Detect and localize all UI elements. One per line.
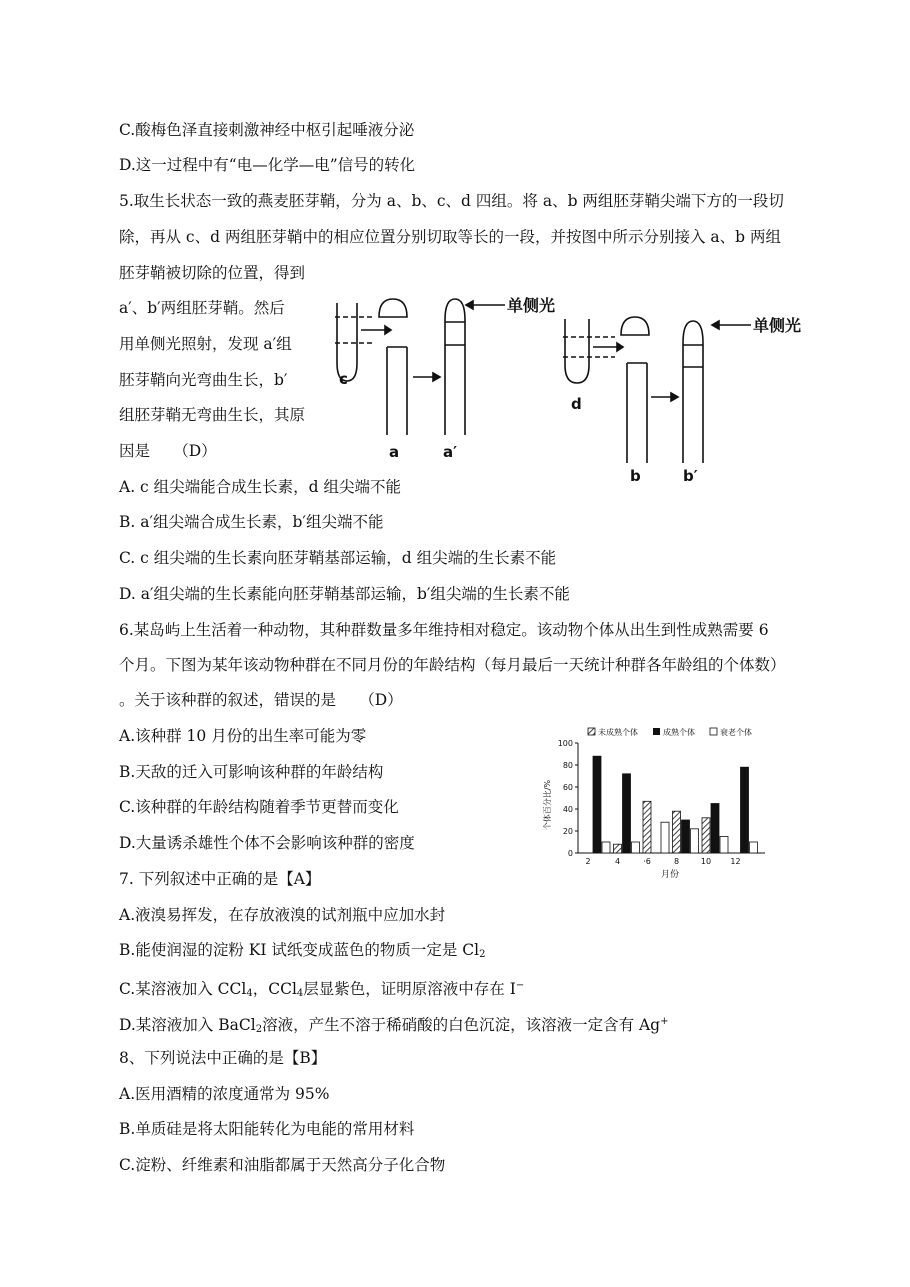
bar-mature-month-8 <box>682 820 690 853</box>
light-label-right: 单侧光 <box>753 316 802 335</box>
q6-option-b: B.天敌的迁入可影响该种群的年龄结构 <box>119 763 384 781</box>
bar-mature-month-12 <box>741 767 749 853</box>
bar-mature-month-10 <box>711 804 719 854</box>
label-b: b <box>630 467 641 485</box>
q7-option-c <box>119 976 524 1004</box>
label-c: c <box>339 370 348 388</box>
y-tick-label: 20 <box>562 827 573 836</box>
q6-option-a: A.该种群 10 月份的出生率可能为零 <box>119 727 367 745</box>
q5-option-c: C. c 组尖端的生长素向胚芽鞘基部运输，d 组尖端的生长素不能 <box>119 549 557 567</box>
coleoptile-d <box>565 319 589 383</box>
bar-senescent-month-4 <box>632 842 640 853</box>
q7b-subscript: 2 <box>479 949 486 960</box>
label-a: a <box>389 443 400 461</box>
q5-stem-line8: 因是 （D） <box>119 442 217 460</box>
q5-option-b: B. a′组尖端合成生长素，b′组尖端不能 <box>119 513 384 531</box>
q7d-subscript: 2 <box>255 1024 263 1035</box>
q7d-text-pre: D.某溶液加入 BaCl <box>119 1016 256 1034</box>
x-tick-label: 10 <box>700 857 712 866</box>
q7-option-a: A.液溴易挥发，在存放液溴的试剂瓶中应加水封 <box>119 906 446 924</box>
q5-stem-line6: 胚芽鞘向光弯曲生长，b′ <box>119 371 288 389</box>
q4-option-d: D.这一过程中有“电—化学—电”信号的转化 <box>119 156 416 174</box>
q7-stem: 7. 下列叙述中正确的是【A】 <box>119 870 321 888</box>
coleoptile-a-prime <box>445 299 465 435</box>
y-tick-label: 80 <box>562 761 573 770</box>
label-a-prime: a′ <box>443 443 458 461</box>
bar-immature-month-6 <box>643 801 651 853</box>
q7-option-b <box>119 940 486 965</box>
bar-senescent-month-10 <box>720 837 728 854</box>
q5-stem-line2: 除，再从 c、d 两组胚芽鞘中的相应位置分别切取等长的一段，并按图中所示分别接入 a、b 两组 <box>119 228 781 246</box>
tip-a <box>379 299 407 317</box>
q6-stem-line2: 个月。下图为某年该动物种群在不同月份的年龄结构（每月最后一天统计种群各年龄组的个体数） <box>119 656 786 674</box>
light-label-left: 单侧光 <box>507 296 556 315</box>
q5-stem-line4: a′、b′两组胚芽鞘。然后 <box>119 299 285 317</box>
bar-senescent-month-6 <box>661 822 669 853</box>
coleoptile-b <box>627 363 647 463</box>
y-tick-label: 100 <box>557 739 573 748</box>
q4-option-c: C.酸梅色泽直接刺激神经中枢引起唾液分泌 <box>119 121 415 139</box>
legend-swatch-mature <box>653 728 660 735</box>
legend-label-immature: 未成熟个体 <box>598 728 638 737</box>
q5-option-a: A. c 组尖端能合成生长素，d 组尖端不能 <box>119 478 402 496</box>
label-b-prime: b′ <box>683 467 698 485</box>
q8-option-a: A.医用酒精的浓度通常为 95% <box>119 1085 330 1103</box>
bar-senescent-month-2 <box>602 842 610 853</box>
x-axis-label: 月份 <box>660 870 680 880</box>
tip-b <box>621 317 649 335</box>
q7d-text-post: 溶液，产生不溶于稀硝酸的白色沉淀，该溶液一定含有 Ag <box>262 1016 661 1034</box>
q7c-subscript-2: 4 <box>296 988 304 999</box>
q7c-text-mid: ，CCl <box>252 980 297 998</box>
q7c-text-pre: C.某溶液加入 CCl <box>119 980 247 998</box>
age-structure-chart <box>540 725 780 880</box>
x-tick-label: 2 <box>585 857 591 866</box>
x-tick-label: 12 <box>730 857 741 866</box>
coleoptile-diagram <box>325 285 825 485</box>
q5-stem-line5: 用单侧光照射，发现 a′组 <box>119 335 292 353</box>
q6-stem-line1: 6.某岛屿上生活着一种动物，其种群数量多年维持相对稳定。该动物个体从出生到性成熟需要 6 <box>119 621 769 639</box>
q6-option-d: D.大量诱杀雄性个体不会影响该种群的密度 <box>119 834 415 852</box>
q7c-text-post: 层显紫色，证明原溶液中存在 I <box>303 980 516 998</box>
legend-swatch-senescent <box>710 728 717 735</box>
bar-senescent-month-8 <box>691 829 699 853</box>
coleoptile-b-prime <box>683 321 703 463</box>
bar-senescent-month-12 <box>750 842 758 853</box>
q7-option-d <box>119 1012 669 1040</box>
coleoptile-a <box>387 347 407 435</box>
q7c-superscript: − <box>515 980 525 991</box>
q5-stem-line7: 组胚芽鞘无弯曲生长，其原 <box>119 406 306 424</box>
q7c-subscript-1: 4 <box>246 988 253 999</box>
legend-swatch-immature <box>588 728 595 735</box>
y-tick-label: 0 <box>567 849 573 858</box>
chart-legend <box>588 727 752 737</box>
bar-immature-month-4 <box>614 844 622 853</box>
bar-mature-month-2 <box>593 756 601 853</box>
x-tick-label: 4 <box>614 857 621 866</box>
q5-stem-line3: 胚芽鞘被切除的位置，得到 <box>119 264 306 282</box>
y-axis-label: 个体百分比/% <box>543 779 552 831</box>
label-d: d <box>571 395 582 413</box>
legend-label-mature: 成熟个体 <box>663 728 695 737</box>
bar-immature-month-10 <box>702 818 710 853</box>
y-tick-label: 60 <box>562 783 573 792</box>
x-tick-label: 8 <box>673 857 680 866</box>
q8-stem: 8、下列说法中正确的是【B】 <box>119 1049 327 1067</box>
q6-option-c: C.该种群的年龄结构随着季节更替而变化 <box>119 798 399 816</box>
q8-option-b: B.单质硅是将太阳能转化为电能的常用材料 <box>119 1120 415 1138</box>
bar-mature-month-4 <box>623 774 631 853</box>
q5-stem-line1: 5.取生长状态一致的燕麦胚芽鞘，分为 a、b、c、d 四组。将 a、b 两组胚芽鞘尖端下方的一段切 <box>119 192 784 210</box>
y-tick-label: 40 <box>562 805 573 814</box>
q7d-superscript: + <box>660 1016 669 1027</box>
q6-stem-line3: 。关于该种群的叙述，错误的是 （D） <box>119 691 403 709</box>
bar-immature-month-8 <box>673 811 681 853</box>
q8-option-c: C.淀粉、纤维素和油脂都属于天然高分子化合物 <box>119 1156 446 1174</box>
q7b-text: B.能使润湿的淀粉 KI 试纸变成蓝色的物质一定是 Cl <box>119 941 480 959</box>
legend-label-senescent: 衰老个体 <box>720 728 752 737</box>
x-tick-label: ·6 <box>643 857 651 866</box>
q5-option-d: D. a′组尖端的生长素能向胚芽鞘基部运输，b′组尖端的生长素不能 <box>119 585 570 603</box>
